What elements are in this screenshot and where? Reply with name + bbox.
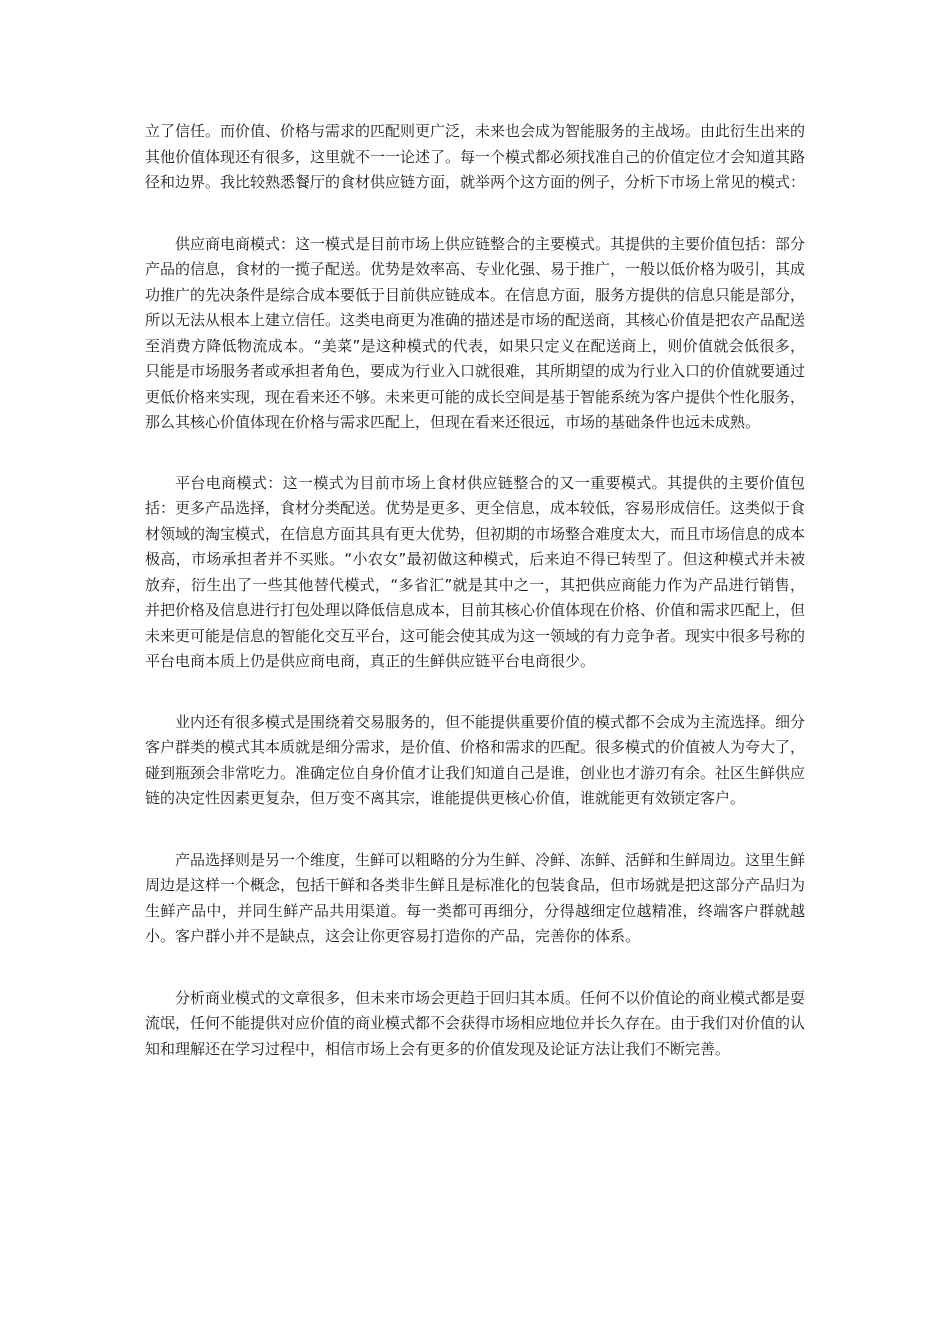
paragraph-platform-ecommerce: 平台电商模式：这一模式为目前市场上食材供应链整合的又一重要模式。其提供的主要价值包括：更多产品选择，食材分类配送。优势是更多、更全信息，成本较低，容易形成信任。这类似于食材领域的淘宝模式，在信息方面其具有更大优势，但初期的市场整合难度太大，而且市场信息的成本极高，市场承担者并不买账。“小农女”最初做这种模式，后来迫不得已转型了。但这种模式并未被放弃，衍生出了一些其他替代模式，“多省汇”就是其中之一，其把供应商能力作为产品进行销售，并把价格及信息进行打包处理以降低信息成本，目前其核心价值体现在价格、价值和需求匹配上，但未来更可能是信息的智能化交互平台，这可能会使其成为这一领域的有力竞争者。现实中很多号称的平台电商本质上仍是供应商电商，真正的生鲜供应链平台电商很少。 <box>145 473 806 670</box>
article-body <box>145 119 805 1062</box>
paragraph-other-models: 业内还有很多模式是围绕着交易服务的，但不能提供重要价值的模式都不会成为主流选择。细分客户群类的模式其本质就是细分需求，是价值、价格和需求的匹配。很多模式的价值被人为夸大了，碰到瓶颈会非常吃力。准确定位自身价值才让我们知道自己是谁，创业也才游刃有余。社区生鲜供应链的决定性因素更复杂，但万变不离其宗，谁能提供更核心价值，谁就能更有效锁定客户。 <box>145 712 806 807</box>
paragraph-intro-continued: 立了信任。而价值、价格与需求的匹配则更广泛，未来也会成为智能服务的主战场。由此衍生出来的其他价值体现还有很多，这里就不一一论述了。每一个模式都必须找准自己的价值定位才会知道其路径和边界。我比较熟悉餐厅的食材供应链方面，就举两个这方面的例子，分析下市场上常见的模式： <box>145 122 806 191</box>
paragraph-supplier-ecommerce: 供应商电商模式：这一模式是目前市场上供应链整合的主要模式。其提供的主要价值包括：部分产品的信息，食材的一揽子配送。优势是效率高、专业化强、易于推广，一般以低价格为吸引，其成功推广的先决条件是综合成本要低于目前供应链成本。在信息方面，服务方提供的信息只能是部分，所以无法从根本上建立信任。这类电商更为准确的描述是市场的配送商，其核心价值是把农产品配送至消费方降低物流成本。“美菜”是这种模式的代表，如果只定义在配送商上，则价值就会低很多，只能是市场服务者或承担者角色，要成为行业入口就很难，其所期望的成为行业入口的价值就要通过更低价格来实现，现在看来还不够。未来更可能的成长空间是基于智能系统为客户提供个性化服务，那么其核心价值体现在价格与需求匹配上，但现在看来还很远，市场的基础条件也远未成熟。 <box>145 234 806 431</box>
paragraph-product-selection: 产品选择则是另一个维度，生鲜可以粗略的分为生鲜、冷鲜、冻鲜、活鲜和生鲜周边。这里生鲜周边是这样一个概念，包括干鲜和各类非生鲜且是标准化的包装食品，但市场就是把这部分产品归为生鲜产品中，并同生鲜产品共用渠道。每一类都可再细分，分得越细定位越精准，终端客户群就越小。客户群小并不是缺点，这会让你更容易打造你的产品，完善你的体系。 <box>145 850 806 945</box>
paragraph-conclusion: 分析商业模式的文章很多，但未来市场会更趋于回归其本质。任何不以价值论的商业模式都是耍流氓，任何不能提供对应价值的商业模式都不会获得市场相应地位并长久存在。由于我们对价值的认知和理解还在学习过程中，相信市场上会有更多的价值发现及论证方法让我们不断完善。 <box>145 988 806 1058</box>
